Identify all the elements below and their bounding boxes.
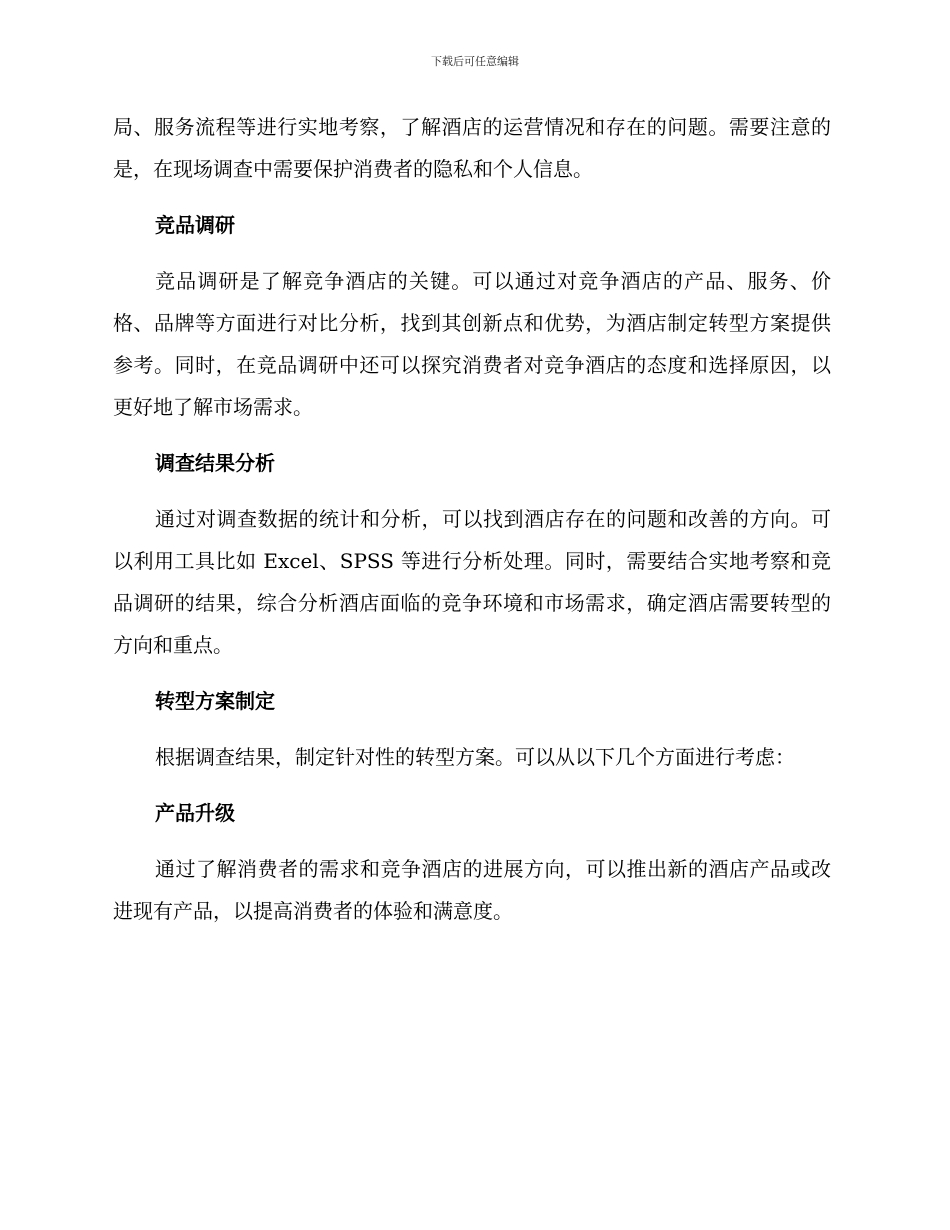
page-header: 下载后可任意编辑: [431, 55, 519, 68]
paragraph-site-inspection-continued: 局、服务流程等进行实地考察，了解酒店的运营情况和存在的问题。需要注意的是，在现场调查中需要保护消费者的隐私和个人信息。: [113, 115, 831, 181]
paragraph-competitor-research: 竞品调研是了解竞争酒店的关键。可以通过对竞争酒店的产品、服务、价格、品牌等方面进行对比分析，找到其创新点和优势，为酒店制定转型方案提供参考。同时，在竞品调研中还可以探究消费者对竞争酒店的态度和选择原因，以更好地了解市场需求。: [113, 269, 831, 419]
paragraph-transformation-plan: 根据调查结果，制定针对性的转型方案。可以从以下几个方面进行考虑：: [155, 745, 795, 769]
paragraph-product-upgrade: 通过了解消费者的需求和竞争酒店的进展方向，可以推出新的酒店产品或改进现有产品，以提高消费者的体验和满意度。: [113, 857, 831, 923]
paragraph-survey-analysis: 通过对调查数据的统计和分析，可以找到酒店存在的问题和改善的方向。可以利用工具比如 Excel、SPSS 等进行分析处理。同时，需要结合实地考察和竞品调研的结果，综合分析酒店面临的竞争环境和市场需求，确定酒店需要转型的方向和重点。: [113, 507, 831, 657]
document-body: [113, 106, 831, 946]
section-heading-product-upgrade: 产品升级: [155, 801, 235, 825]
section-heading-survey-analysis: 调查结果分析: [155, 451, 275, 475]
section-heading-transformation-plan: 转型方案制定: [155, 689, 275, 713]
section-heading-competitor-research: 竞品调研: [155, 213, 235, 237]
